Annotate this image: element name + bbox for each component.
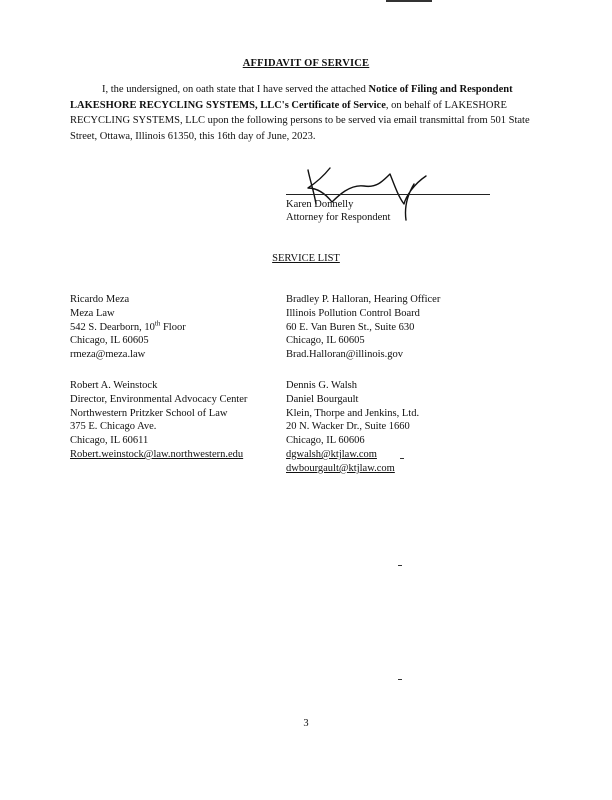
contact-org: Meza Law [70,307,115,319]
signer-title: Attorney for Respondent [286,212,391,223]
contact-org: Northwestern Pritzker School of Law [70,407,228,419]
affidavit-paragraph [70,82,530,144]
contact-email-link[interactable]: dgwalsh@ktjlaw.com [286,448,377,460]
contact-block [286,379,419,476]
contact-name: Bradley P. Halloran, Hearing Officer [286,294,441,305]
contact-name: Dennis G. Walsh [286,380,357,391]
contact-name-secondary: Daniel Bourgault [286,393,359,405]
scan-speck [398,565,402,566]
address-suffix: Floor [160,321,186,333]
page-number: 3 [303,718,309,729]
contact-name: Ricardo Meza [70,294,130,305]
signature-line [286,194,490,195]
address-prefix: 542 S. Dearborn, 10 [70,321,155,333]
contact-email-link-secondary[interactable]: dwbourgault@ktjlaw.com [286,462,395,474]
contact-block [286,293,440,362]
address-superscript: th [154,319,161,328]
affidavit-text-part2: , on behalf of LAKESHORE RECYCLING SYSTEMS, LLC upon the following persons to be served via email transmittal from 501 State Street, Ottawa, Illinois 61350, this 16th day of June, 2023. [70,99,530,142]
contact-city: Chicago, IL 60605 [70,335,149,347]
contact-name: Robert A. Weinstock [70,380,158,391]
contact-address: 375 E. Chicago Ave. [70,421,157,433]
contact-org: Klein, Thorpe and Jenkins, Ltd. [286,407,420,419]
contact-org: Illinois Pollution Control Board [286,307,420,319]
scan-speck [400,458,404,459]
contact-email: rmeza@meza.law [70,349,146,361]
scan-speck [398,679,402,680]
contact-title: Director, Environmental Advocacy Center [70,393,248,405]
contact-block [70,379,247,462]
contact-city: Chicago, IL 60611 [70,435,149,447]
contact-city: Chicago, IL 60606 [286,435,365,447]
scan-mark [386,0,432,2]
service-list-title: SERVICE LIST [272,253,340,264]
contact-address: 60 E. Van Buren St., Suite 630 [286,321,415,333]
contact-block [70,293,186,362]
contact-city: Chicago, IL 60605 [286,335,365,347]
contact-email: Brad.Halloran@illinois.gov [286,349,403,361]
contact-address [70,321,186,335]
affidavit-text-bold: Notice of Filing and Respondent LAKESHORE RECYCLING SYSTEMS, LLC's Certificate of Service [70,84,513,111]
contact-address: 20 N. Wacker Dr., Suite 1660 [286,421,410,433]
affidavit-title: AFFIDAVIT OF SERVICE [242,58,370,69]
affidavit-text-part1: I, the undersigned, on oath state that I have served the attached [102,84,369,95]
contact-email-link[interactable]: Robert.weinstock@law.northwestern.edu [70,448,244,460]
signer-name: Karen Donnelly [286,199,354,210]
